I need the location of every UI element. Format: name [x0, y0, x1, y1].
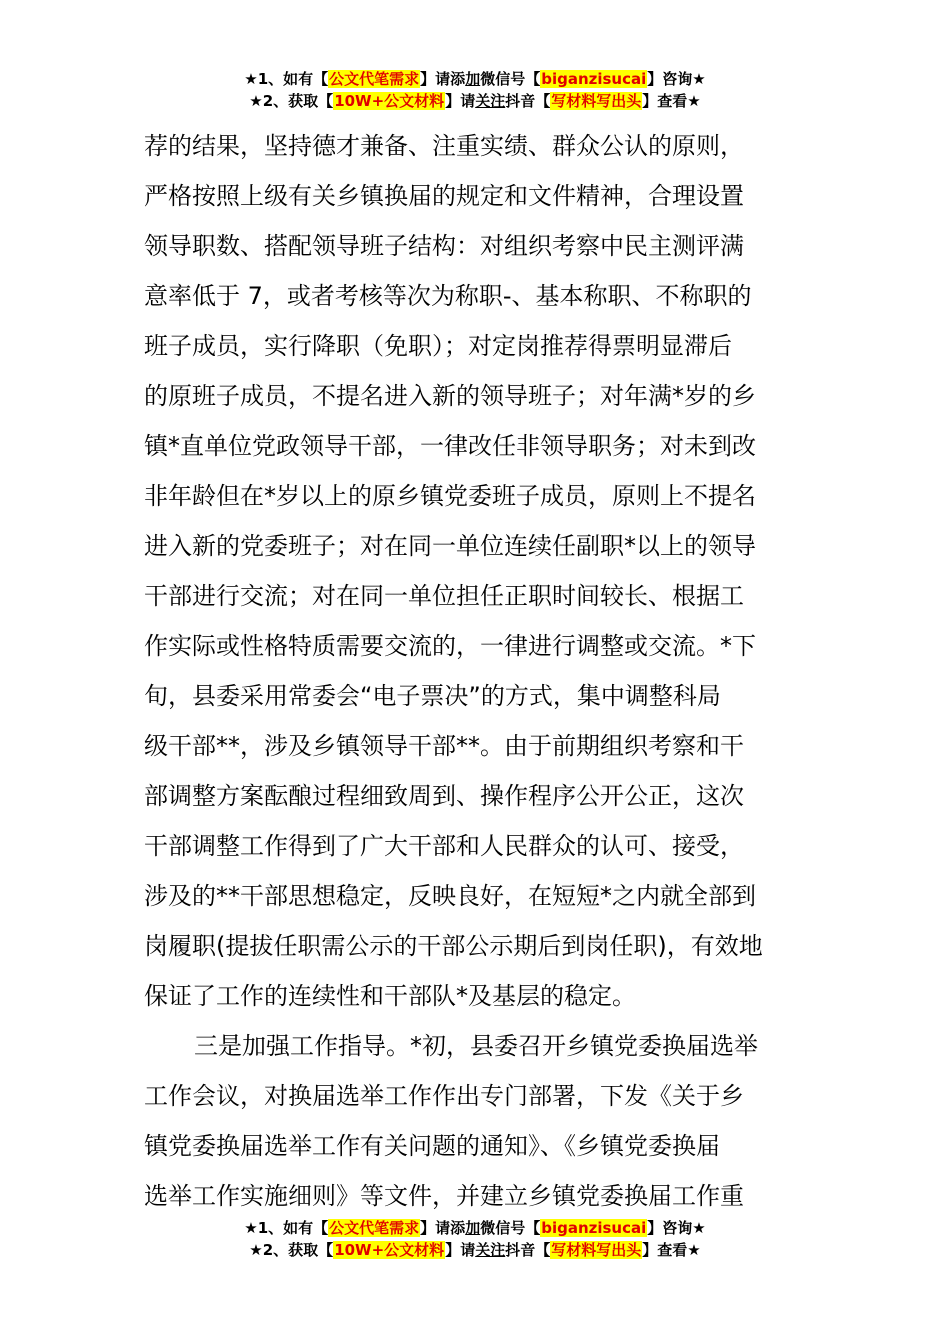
banner-text: 】咨询★	[647, 1219, 706, 1237]
banner-line-2	[0, 90, 950, 112]
header-banner	[0, 68, 950, 112]
banner-highlight: 公文代笔需求	[329, 1219, 420, 1237]
text-line: 荐的结果，坚持德才兼备、注重实绩、群众公认的原则，	[144, 132, 744, 160]
text-line: 领导职数、搭配领导班子结构：对组织考察中民主测评满	[144, 232, 744, 260]
banner-underlined: 加	[465, 1219, 481, 1237]
banner-underlined: 关注	[475, 92, 506, 110]
banner-highlight: biganzisucai	[541, 1219, 647, 1237]
banner-highlight: 写材料写出头	[551, 92, 642, 110]
text-line: 涉及的**干部思想稳定，反映良好，在短短*之内就全部到	[144, 882, 756, 910]
banner-text: 微信号【	[480, 1219, 541, 1237]
banner-underlined: 加	[465, 70, 481, 88]
banner-underlined: 关注	[475, 1241, 506, 1259]
text-line: 意率低于 7，或者考核等次为称职-、基本称职、不称职的	[144, 282, 752, 310]
text-line: 保证了工作的连续性和干部队*及基层的稳定。	[144, 982, 636, 1010]
text-line: 干部进行交流；对在同一单位担任正职时间较长、根据工	[144, 582, 744, 610]
text-line: 选举工作实施细则》等文件，并建立乡镇党委换届工作重	[144, 1182, 744, 1210]
banner-highlight: 写材料写出头	[551, 1241, 642, 1259]
text-line: 岗履职(提拔任职需公示的干部公示期后到岗任职)，有效地	[144, 932, 763, 960]
banner-text: 】请	[445, 92, 476, 110]
banner-highlight: 公文代笔需求	[329, 70, 420, 88]
text-line: 的原班子成员，不提名进入新的领导班子；对年满*岁的乡	[144, 382, 756, 410]
banner-highlight: 10W+公文材料	[334, 1241, 445, 1259]
banner-text: 】请添	[420, 70, 466, 88]
banner-text: 】查看★	[642, 1241, 701, 1259]
text-line: 旬，县委采用常委会“电子票决”的方式，集中调整科局	[144, 682, 721, 710]
text-line: 镇*直单位党政领导干部，一律改任非领导职务；对未到改	[144, 432, 756, 460]
banner-text: ★1、如有【	[244, 1219, 329, 1237]
banner-line-1	[0, 68, 950, 90]
text-line: 级干部**，涉及乡镇领导干部**。由于前期组织考察和干	[144, 732, 744, 760]
banner-line-2	[0, 1239, 950, 1261]
footer-banner	[0, 1217, 950, 1261]
document-body	[144, 121, 812, 1221]
text-line: 班子成员，实行降职（免职）；对定岗推荐得票明显滞后	[144, 332, 732, 360]
text-line: 严格按照上级有关乡镇换届的规定和文件精神，合理设置	[144, 182, 744, 210]
banner-text: 微信号【	[480, 70, 541, 88]
text-line: 干部调整工作得到了广大干部和人民群众的认可、接受，	[144, 832, 744, 860]
banner-text: 】请添	[420, 1219, 466, 1237]
banner-text: 抖音【	[505, 1241, 551, 1259]
text-line: 非年龄但在*岁以上的原乡镇党委班子成员，原则上不提名	[144, 482, 756, 510]
banner-text: 抖音【	[505, 92, 551, 110]
banner-text: 】咨询★	[647, 70, 706, 88]
text-line: 进入新的党委班子；对在同一单位连续任副职*以上的领导	[144, 532, 756, 560]
banner-text: ★2、获取【	[249, 1241, 334, 1259]
banner-text: 】查看★	[642, 92, 701, 110]
text-line: 工作会议，对换届选举工作作出专门部署，下发《关于乡	[144, 1082, 744, 1110]
banner-line-1	[0, 1217, 950, 1239]
text-line: 作实际或性格特质需要交流的，一律进行调整或交流。*下	[144, 632, 756, 660]
text-line: 镇党委换届选举工作有关问题的通知》、《乡镇党委换届	[144, 1132, 720, 1160]
banner-text: 】请	[445, 1241, 476, 1259]
banner-highlight: 10W+公文材料	[334, 92, 445, 110]
text-line: 部调整方案酝酿过程细致周到、操作程序公开公正，这次	[144, 782, 744, 810]
text-line: 三是加强工作指导。*初，县委召开乡镇党委换届选举	[194, 1032, 758, 1060]
banner-highlight: biganzisucai	[541, 70, 647, 88]
banner-text: ★1、如有【	[244, 70, 329, 88]
banner-text: ★2、获取【	[249, 92, 334, 110]
